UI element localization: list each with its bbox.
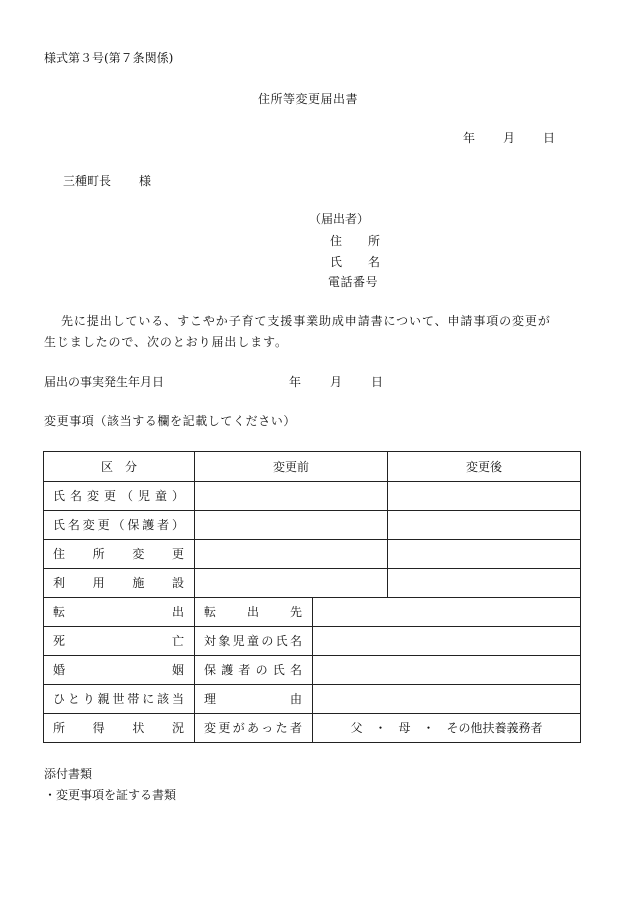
change-items-table [43, 451, 581, 743]
applicant-name-char2: 名 [368, 255, 381, 269]
cell-after-address[interactable] [388, 540, 581, 569]
date-day-label: 日 [543, 131, 556, 145]
sub-label-guardian-name: 保護者の氏名 [195, 656, 313, 685]
applicant-label: （届出者） [309, 212, 370, 226]
cell-before-facility[interactable] [195, 569, 388, 598]
cell-move-out-destination[interactable] [313, 598, 581, 627]
cell-before-address[interactable] [195, 540, 388, 569]
cell-guardian-name[interactable] [313, 656, 581, 685]
row-label-move-out: 転出 [44, 598, 195, 627]
table-row [44, 714, 581, 743]
sub-label-move-out-destination: 転出先 [195, 598, 313, 627]
table-row [44, 627, 581, 656]
cell-target-child-name[interactable] [313, 627, 581, 656]
table-row [44, 482, 581, 511]
header-before: 変更前 [195, 452, 388, 482]
occurrence-date-label: 届出の事実発生年月日 [44, 375, 165, 389]
date-month-label: 月 [503, 131, 516, 145]
table-row [44, 569, 581, 598]
cell-reason[interactable] [313, 685, 581, 714]
applicant-address-char1: 住 [330, 234, 343, 248]
table-row [44, 685, 581, 714]
row-label-child-name-change: 氏名変更（児童） [44, 482, 195, 511]
row-label-single-parent: ひとり親世帯に該当 [44, 685, 195, 714]
occurrence-day-label: 日 [371, 375, 384, 389]
document-title: 住所等変更届出書 [258, 92, 359, 106]
changed-person-options[interactable]: 父 ・ 母 ・ その他扶養義務者 [313, 714, 581, 743]
row-label-guardian-name-change: 氏名変更（保護者） [44, 511, 195, 540]
cell-after-facility[interactable] [388, 569, 581, 598]
row-label-facility: 利用施設 [44, 569, 195, 598]
applicant-phone-label: 電話番号 [328, 275, 379, 289]
cell-after-guardian-name[interactable] [388, 511, 581, 540]
table-row [44, 540, 581, 569]
form-number: 様式第３号(第７条関係) [44, 51, 174, 65]
cell-before-child-name[interactable] [195, 482, 388, 511]
header-category: 区 分 [44, 452, 195, 482]
header-after: 変更後 [388, 452, 581, 482]
attachment-item-1: ・変更事項を証する書類 [44, 788, 177, 802]
addressee-name: 三種町長 [63, 174, 112, 188]
date-year-label: 年 [463, 131, 476, 145]
attachments-heading: 添付書類 [44, 767, 93, 781]
sub-label-reason: 理由 [195, 685, 313, 714]
table-row [44, 511, 581, 540]
row-label-death: 死亡 [44, 627, 195, 656]
changes-heading: 変更事項（該当する欄を記載してください） [44, 414, 297, 428]
table-row [44, 598, 581, 627]
table-row [44, 656, 581, 685]
sub-label-changed-person: 変更があった者 [195, 714, 313, 743]
table-header-row [44, 452, 581, 482]
occurrence-month-label: 月 [330, 375, 343, 389]
row-label-address-change: 住所変更 [44, 540, 195, 569]
sub-label-target-child-name: 対象児童の氏名 [195, 627, 313, 656]
row-label-marriage: 婚姻 [44, 656, 195, 685]
addressee-honorific: 様 [139, 174, 152, 188]
body-line-1: 先に提出している、すこやか子育て支援事業助成申請書について、申請事項の変更が [61, 314, 551, 328]
occurrence-year-label: 年 [289, 375, 302, 389]
cell-before-guardian-name[interactable] [195, 511, 388, 540]
applicant-address-char2: 所 [368, 234, 381, 248]
row-label-income-status: 所得状況 [44, 714, 195, 743]
body-line-2: 生じましたので、次のとおり届出します。 [44, 335, 288, 349]
applicant-name-char1: 氏 [330, 255, 343, 269]
cell-after-child-name[interactable] [388, 482, 581, 511]
